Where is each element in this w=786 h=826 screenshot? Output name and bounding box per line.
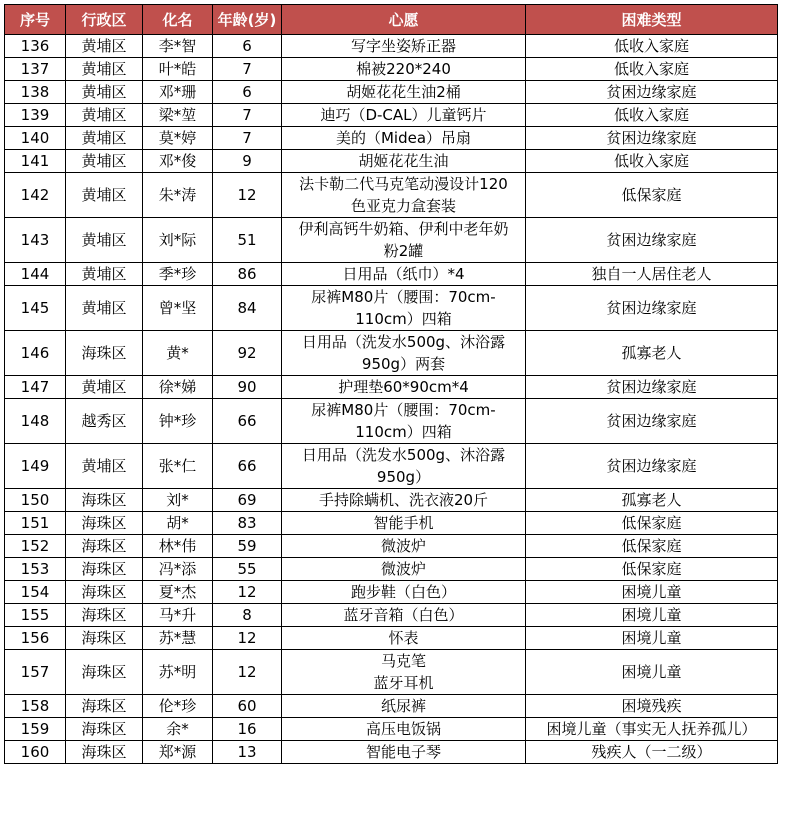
cell-district: 黄埔区	[66, 81, 143, 104]
cell-wish-line: 蓝牙音箱（白色）	[343, 606, 464, 624]
cell-difficulty	[526, 35, 778, 58]
cell-wish	[282, 512, 526, 535]
cell-difficulty	[526, 218, 778, 263]
header-difficulty: 困难类型	[526, 5, 778, 35]
cell-difficulty-line: 贫困边缘家庭	[606, 299, 697, 317]
cell-wish	[282, 718, 526, 741]
cell-alias: 邓*俊	[143, 150, 213, 173]
table-row	[5, 695, 778, 718]
cell-alias: 曾*坚	[143, 286, 213, 331]
cell-no: 146	[5, 331, 66, 376]
cell-alias: 莫*婷	[143, 127, 213, 150]
cell-no: 159	[5, 718, 66, 741]
cell-age: 13	[213, 741, 282, 764]
table-body	[5, 35, 778, 764]
table-row	[5, 718, 778, 741]
cell-age: 92	[213, 331, 282, 376]
cell-wish	[282, 604, 526, 627]
cell-age: 6	[213, 81, 282, 104]
cell-wish-line: 法卡勒二代马克笔动漫设计120	[299, 175, 508, 193]
cell-alias: 李*智	[143, 35, 213, 58]
cell-wish-line: 伊利高钙牛奶箱、伊利中老年奶	[298, 220, 509, 238]
cell-wish-line: 迪巧（D-CAL）儿童钙片	[320, 106, 487, 124]
cell-difficulty-line: 贫困边缘家庭	[606, 231, 697, 249]
cell-wish	[282, 650, 526, 695]
cell-age: 86	[213, 263, 282, 286]
cell-alias: 林*伟	[143, 535, 213, 558]
cell-alias: 黄*	[143, 331, 213, 376]
cell-no: 156	[5, 627, 66, 650]
cell-district: 黄埔区	[66, 150, 143, 173]
cell-alias: 邓*珊	[143, 81, 213, 104]
cell-district: 黄埔区	[66, 104, 143, 127]
cell-age: 9	[213, 150, 282, 173]
cell-district: 黄埔区	[66, 263, 143, 286]
wish-table	[4, 4, 778, 764]
table-row	[5, 581, 778, 604]
cell-district: 海珠区	[66, 558, 143, 581]
cell-alias: 苏*慧	[143, 627, 213, 650]
table-row	[5, 81, 778, 104]
cell-alias: 郑*源	[143, 741, 213, 764]
cell-wish	[282, 218, 526, 263]
cell-alias: 刘*	[143, 489, 213, 512]
cell-district: 黄埔区	[66, 376, 143, 399]
cell-no: 136	[5, 35, 66, 58]
cell-wish	[282, 535, 526, 558]
cell-age: 12	[213, 650, 282, 695]
cell-wish	[282, 58, 526, 81]
cell-district: 黄埔区	[66, 286, 143, 331]
cell-wish-line: 日用品（洗发水500g、沐浴露	[301, 446, 506, 464]
cell-age: 8	[213, 604, 282, 627]
cell-age: 66	[213, 399, 282, 444]
table-row	[5, 741, 778, 764]
wish-table-container	[4, 4, 778, 764]
header-district: 行政区	[66, 5, 143, 35]
cell-wish-line: 950g）两套	[361, 355, 446, 373]
cell-difficulty	[526, 127, 778, 150]
table-row	[5, 558, 778, 581]
cell-difficulty	[526, 58, 778, 81]
cell-district: 海珠区	[66, 718, 143, 741]
cell-age: 69	[213, 489, 282, 512]
cell-age: 66	[213, 444, 282, 489]
cell-no: 151	[5, 512, 66, 535]
cell-wish	[282, 104, 526, 127]
cell-age: 84	[213, 286, 282, 331]
table-row	[5, 150, 778, 173]
cell-age: 6	[213, 35, 282, 58]
cell-difficulty	[526, 741, 778, 764]
table-row	[5, 286, 778, 331]
cell-difficulty-line: 低收入家庭	[613, 152, 689, 170]
cell-difficulty	[526, 81, 778, 104]
cell-no: 141	[5, 150, 66, 173]
cell-difficulty-line: 困境儿童（事实无人抚养孤儿）	[546, 720, 757, 738]
table-row	[5, 173, 778, 218]
cell-age: 90	[213, 376, 282, 399]
cell-alias: 刘*际	[143, 218, 213, 263]
cell-age: 60	[213, 695, 282, 718]
cell-wish	[282, 399, 526, 444]
cell-age: 59	[213, 535, 282, 558]
cell-difficulty	[526, 604, 778, 627]
cell-wish-line: 微波炉	[380, 537, 426, 555]
cell-no: 144	[5, 263, 66, 286]
cell-wish-line: 智能电子琴	[365, 743, 441, 761]
cell-no: 139	[5, 104, 66, 127]
cell-difficulty-line: 低保家庭	[621, 186, 682, 204]
cell-district: 黄埔区	[66, 35, 143, 58]
cell-no: 150	[5, 489, 66, 512]
cell-alias: 夏*杰	[143, 581, 213, 604]
cell-no: 153	[5, 558, 66, 581]
cell-difficulty-line: 低保家庭	[621, 560, 682, 578]
header-age: 年龄(岁)	[213, 5, 282, 35]
cell-wish-line: 尿裤M80片（腰围：70cm-	[311, 401, 496, 419]
cell-age: 16	[213, 718, 282, 741]
cell-difficulty	[526, 286, 778, 331]
cell-district: 海珠区	[66, 535, 143, 558]
cell-no: 140	[5, 127, 66, 150]
cell-district: 黄埔区	[66, 58, 143, 81]
cell-no: 155	[5, 604, 66, 627]
cell-alias: 胡*	[143, 512, 213, 535]
cell-difficulty-line: 低收入家庭	[613, 60, 689, 78]
header-alias: 化名	[143, 5, 213, 35]
cell-wish-line: 棉被220*240	[356, 60, 451, 78]
table-row	[5, 399, 778, 444]
cell-district: 海珠区	[66, 512, 143, 535]
cell-wish-line: 粉2罐	[383, 242, 424, 260]
cell-wish-line: 马克笔	[380, 652, 426, 670]
cell-wish	[282, 489, 526, 512]
cell-wish-line: 高压电饭锅	[365, 720, 441, 738]
cell-wish	[282, 627, 526, 650]
header-no: 序号	[5, 5, 66, 35]
cell-wish-line: 智能手机	[373, 514, 434, 532]
cell-no: 152	[5, 535, 66, 558]
cell-wish	[282, 741, 526, 764]
cell-difficulty-line: 困境儿童	[621, 606, 682, 624]
cell-difficulty	[526, 376, 778, 399]
cell-no: 158	[5, 695, 66, 718]
header-wish: 心愿	[282, 5, 526, 35]
cell-age: 12	[213, 627, 282, 650]
cell-district: 黄埔区	[66, 444, 143, 489]
cell-alias: 伦*珍	[143, 695, 213, 718]
cell-wish-line: 110cm）四箱	[355, 423, 452, 441]
table-row	[5, 104, 778, 127]
table-row	[5, 444, 778, 489]
cell-difficulty	[526, 444, 778, 489]
cell-no: 160	[5, 741, 66, 764]
cell-no: 149	[5, 444, 66, 489]
cell-wish-line: 色亚克力盒套装	[350, 197, 456, 215]
cell-difficulty	[526, 173, 778, 218]
cell-age: 12	[213, 581, 282, 604]
cell-wish	[282, 173, 526, 218]
cell-wish	[282, 150, 526, 173]
cell-alias: 梁*堃	[143, 104, 213, 127]
cell-district: 黄埔区	[66, 173, 143, 218]
cell-no: 147	[5, 376, 66, 399]
table-row	[5, 604, 778, 627]
cell-difficulty-line: 困境儿童	[621, 663, 682, 681]
cell-wish-line: 尿裤M80片（腰围：70cm-	[311, 288, 496, 306]
cell-age: 55	[213, 558, 282, 581]
table-row	[5, 627, 778, 650]
table-row	[5, 58, 778, 81]
cell-difficulty	[526, 331, 778, 376]
cell-difficulty-line: 残疾人（一二级）	[591, 743, 712, 761]
cell-alias: 朱*涛	[143, 173, 213, 218]
table-row	[5, 535, 778, 558]
cell-difficulty-line: 贫困边缘家庭	[606, 83, 697, 101]
cell-wish-line: 110cm）四箱	[355, 310, 452, 328]
cell-wish-line: 950g）	[376, 468, 431, 486]
cell-age: 83	[213, 512, 282, 535]
cell-wish	[282, 81, 526, 104]
cell-alias: 徐*娣	[143, 376, 213, 399]
cell-wish	[282, 331, 526, 376]
cell-alias: 张*仁	[143, 444, 213, 489]
cell-district: 海珠区	[66, 627, 143, 650]
cell-wish-line: 蓝牙耳机	[373, 674, 434, 692]
cell-no: 142	[5, 173, 66, 218]
cell-alias: 余*	[143, 718, 213, 741]
cell-wish	[282, 695, 526, 718]
cell-district: 海珠区	[66, 650, 143, 695]
cell-wish-line: 日用品（洗发水500g、沐浴露	[301, 333, 506, 351]
cell-alias: 马*升	[143, 604, 213, 627]
cell-alias: 季*珍	[143, 263, 213, 286]
cell-wish-line: 胡姬花花生油2桶	[346, 83, 461, 101]
cell-age: 7	[213, 104, 282, 127]
cell-no: 143	[5, 218, 66, 263]
cell-wish	[282, 286, 526, 331]
cell-difficulty-line: 困境儿童	[621, 583, 682, 601]
cell-difficulty	[526, 104, 778, 127]
cell-wish-line: 日用品（纸巾）*4	[342, 265, 465, 283]
cell-difficulty	[526, 650, 778, 695]
cell-difficulty	[526, 489, 778, 512]
cell-difficulty-line: 低保家庭	[621, 537, 682, 555]
cell-district: 海珠区	[66, 489, 143, 512]
cell-district: 海珠区	[66, 581, 143, 604]
cell-difficulty	[526, 581, 778, 604]
cell-difficulty	[526, 535, 778, 558]
table-row	[5, 376, 778, 399]
cell-difficulty	[526, 512, 778, 535]
cell-difficulty	[526, 695, 778, 718]
cell-alias: 冯*添	[143, 558, 213, 581]
cell-difficulty-line: 独自一人居住老人	[591, 265, 712, 283]
header-row	[5, 5, 778, 35]
table-row	[5, 127, 778, 150]
cell-difficulty-line: 孤寡老人	[621, 491, 682, 509]
table-row	[5, 650, 778, 695]
table-row	[5, 512, 778, 535]
cell-difficulty-line: 低收入家庭	[613, 37, 689, 55]
cell-age: 7	[213, 58, 282, 81]
cell-district: 海珠区	[66, 331, 143, 376]
cell-no: 145	[5, 286, 66, 331]
table-row	[5, 263, 778, 286]
cell-difficulty-line: 贫困边缘家庭	[606, 129, 697, 147]
cell-wish-line: 写字坐姿矫正器	[350, 37, 456, 55]
cell-no: 138	[5, 81, 66, 104]
cell-district: 海珠区	[66, 604, 143, 627]
cell-wish	[282, 376, 526, 399]
cell-wish	[282, 127, 526, 150]
cell-alias: 钟*珍	[143, 399, 213, 444]
cell-difficulty-line: 贫困边缘家庭	[606, 378, 697, 396]
table-row	[5, 218, 778, 263]
cell-wish-line: 美的（Midea）吊扇	[335, 129, 472, 147]
cell-difficulty	[526, 718, 778, 741]
table-row	[5, 331, 778, 376]
cell-difficulty	[526, 263, 778, 286]
cell-wish-line: 微波炉	[380, 560, 426, 578]
cell-difficulty	[526, 150, 778, 173]
table-row	[5, 489, 778, 512]
cell-difficulty-line: 低保家庭	[621, 514, 682, 532]
cell-wish	[282, 558, 526, 581]
cell-wish-line: 胡姬花花生油	[358, 152, 449, 170]
cell-difficulty-line: 孤寡老人	[621, 344, 682, 362]
cell-wish-line: 护理垫60*90cm*4	[338, 378, 469, 396]
cell-no: 157	[5, 650, 66, 695]
cell-alias: 苏*明	[143, 650, 213, 695]
table-row	[5, 35, 778, 58]
cell-wish-line: 跑步鞋（白色）	[350, 583, 456, 601]
cell-alias: 叶*皓	[143, 58, 213, 81]
cell-age: 7	[213, 127, 282, 150]
cell-no: 148	[5, 399, 66, 444]
cell-wish	[282, 263, 526, 286]
cell-difficulty-line: 困境残疾	[621, 697, 682, 715]
cell-district: 海珠区	[66, 741, 143, 764]
cell-difficulty	[526, 558, 778, 581]
cell-wish	[282, 444, 526, 489]
cell-difficulty	[526, 399, 778, 444]
cell-wish-line: 纸尿裤	[380, 697, 426, 715]
cell-district: 黄埔区	[66, 127, 143, 150]
cell-difficulty	[526, 627, 778, 650]
cell-difficulty-line: 贫困边缘家庭	[606, 457, 697, 475]
cell-wish	[282, 581, 526, 604]
cell-district: 海珠区	[66, 695, 143, 718]
cell-district: 越秀区	[66, 399, 143, 444]
cell-no: 137	[5, 58, 66, 81]
cell-difficulty-line: 贫困边缘家庭	[606, 412, 697, 430]
cell-wish	[282, 35, 526, 58]
cell-age: 51	[213, 218, 282, 263]
cell-difficulty-line: 困境儿童	[621, 629, 682, 647]
cell-no: 154	[5, 581, 66, 604]
cell-district: 黄埔区	[66, 218, 143, 263]
cell-difficulty-line: 低收入家庭	[613, 106, 689, 124]
cell-wish-line: 怀表	[388, 629, 419, 647]
cell-wish-line: 手持除螨机、洗衣液20斤	[318, 491, 489, 509]
cell-age: 12	[213, 173, 282, 218]
